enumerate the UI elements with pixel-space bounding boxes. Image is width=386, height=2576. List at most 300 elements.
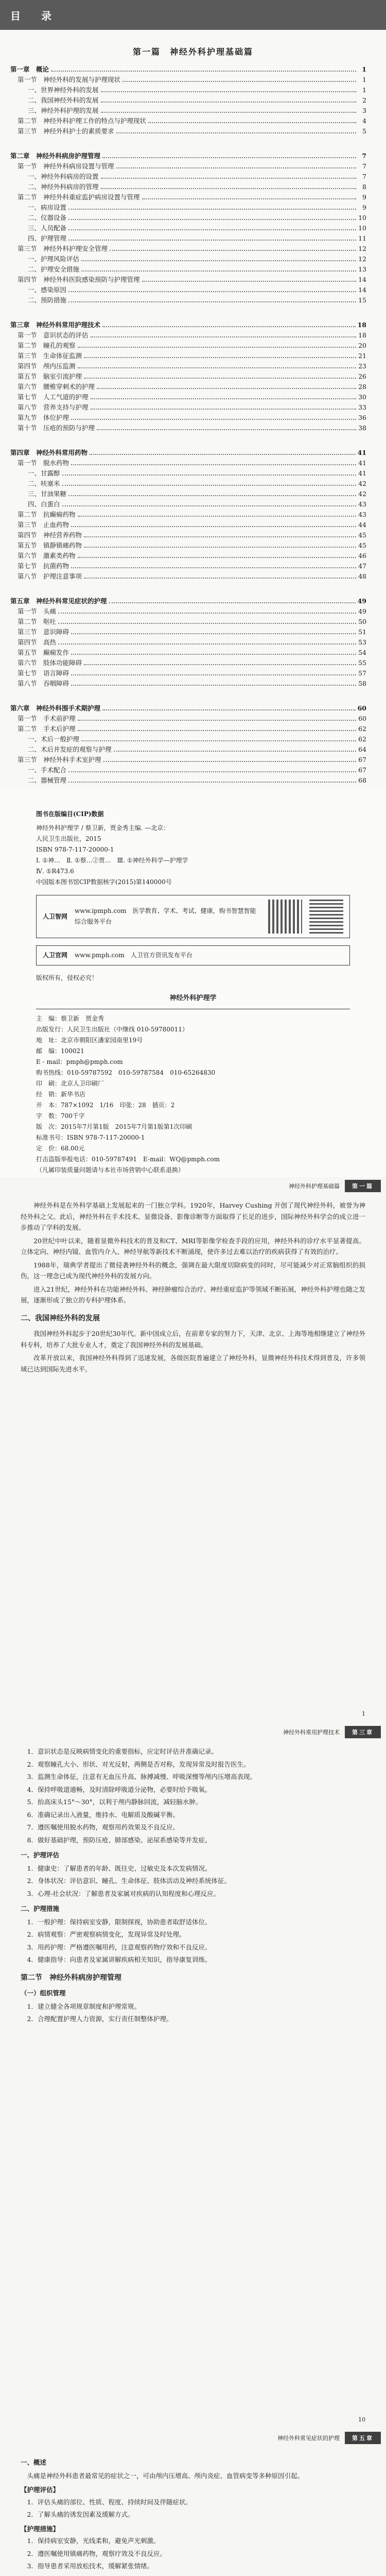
toc-entry-title: 一、世界神经外科的发展 xyxy=(28,86,99,94)
toc-entry-title: 第三节 生命体征监测 xyxy=(17,352,82,360)
list-item: 6．准确记录出入液量，维持水、电解质及酸碱平衡。 xyxy=(27,1810,179,1819)
toc-row xyxy=(10,116,366,126)
toc-leader xyxy=(142,198,356,199)
running-tag: 第三章 xyxy=(345,1726,381,1738)
contents-header xyxy=(0,0,386,30)
toc-entry-title: 二、术后并发症的观察与护理 xyxy=(28,745,112,753)
imprint-line: 定 价：68.00元 xyxy=(36,1145,85,1152)
toc-leader xyxy=(68,495,356,496)
toc-entry-title: 第九节 体位护理 xyxy=(17,414,69,421)
body-page-3 xyxy=(0,2429,386,2576)
toc-page-number: 10 xyxy=(358,224,366,232)
list-item: 2．合理配置护理人力资源，实行责任制整体护理。 xyxy=(27,2015,173,2023)
toc-page-number: 12 xyxy=(358,245,366,252)
paragraph: 2．遵医嘱使用镇痛药物，观察疗效及不良反应。 xyxy=(27,2549,166,2557)
toc-entry-title: 第一节 手术前护理 xyxy=(17,715,76,722)
toc-row xyxy=(10,85,366,95)
imprint-line: 开 本：787×1092 1/16 印张：28 插页：2 xyxy=(36,1101,175,1109)
toc-leader xyxy=(148,122,356,123)
paragraph: 1．保持病室安静，光线柔和，避免声光刺激。 xyxy=(27,2537,160,2545)
toc-leader xyxy=(68,229,356,230)
body-page-1 xyxy=(0,1177,386,1723)
toc-page-number: 41 xyxy=(357,449,366,456)
toc-entry-title: 二、仪器设备 xyxy=(28,214,67,222)
paragraph: 1988年，瑞典学者提出了微侵袭神经外科的概念，强调在最大限度切除病变的同时，尽可能减少对正常脑组织的损伤，这一理念已成为现代神经外科的发展方向。 xyxy=(21,1261,365,1280)
toc-row xyxy=(10,755,366,765)
toc-row xyxy=(10,596,366,606)
imprint-line: 邮 编：100021 xyxy=(36,1047,84,1055)
qr-code-icon xyxy=(268,900,302,934)
imprint-line: 经 销：新华书店 xyxy=(36,1091,86,1098)
list-item: 2．身体状况：评估意识、瞳孔、生命体征、肢体活动及神经系统体征。 xyxy=(27,1877,231,1885)
toc-page-number: 42 xyxy=(358,490,366,498)
toc-page-number: 14 xyxy=(358,276,366,283)
toc-page-number: 5 xyxy=(362,127,366,135)
toc-page-number: 7 xyxy=(362,162,366,170)
toc-row xyxy=(10,734,366,744)
toc-row xyxy=(10,151,366,161)
running-title: 神经外科常用护理技术 xyxy=(283,1729,340,1736)
toc-page-number: 54 xyxy=(358,649,366,656)
paragraph: 1．评估头痛的部位、性质、程度、持续时间及伴随症状。 xyxy=(27,2498,192,2506)
toc-row xyxy=(10,765,366,775)
toc-page-number: 30 xyxy=(358,393,366,401)
toc-page-number: 43 xyxy=(358,500,366,508)
body-page-2 xyxy=(0,1723,386,2429)
cip-heading: 图书在版编目(CIP)数据 xyxy=(36,810,104,818)
toc-row xyxy=(10,448,366,458)
toc-page-number: 47 xyxy=(358,562,366,570)
cip-line: Ⅳ. ①R473.6 xyxy=(36,868,74,875)
toc-leader xyxy=(78,516,356,517)
toc-row xyxy=(10,392,366,402)
toc-entry-title: 二、预防措施 xyxy=(28,296,67,304)
toc-page-number: 10 xyxy=(358,214,366,222)
toc-gap xyxy=(10,137,366,151)
toc-page-number: 58 xyxy=(358,680,366,687)
toc-row xyxy=(10,423,366,433)
toc-page-number: 1 xyxy=(362,86,366,94)
toc-page-number: 14 xyxy=(358,286,366,294)
promo-key-2: 人卫官网 xyxy=(43,952,68,959)
cip-line: ISBN 978-7-117-20000-1 xyxy=(36,846,114,853)
toc-page-number: 11 xyxy=(358,234,366,242)
toc-leader xyxy=(84,664,356,665)
contents-page xyxy=(0,0,386,788)
toc-row xyxy=(10,172,366,182)
toc-entry-title: 第七节 语言障碍 xyxy=(17,669,69,677)
toc-row xyxy=(10,714,366,724)
toc-entry-title: 二、护理安全措施 xyxy=(28,265,80,273)
toc-leader xyxy=(101,91,356,92)
list-item: 4．保持呼吸道通畅，及时清除呼吸道分泌物，必要时给予吸氧。 xyxy=(27,1785,212,1793)
toc-row xyxy=(10,402,366,413)
toc-page-number: 45 xyxy=(358,531,366,539)
toc-entry-title: 第六节 肢体功能障碍 xyxy=(17,659,82,667)
toc-page-number: 41 xyxy=(358,469,366,477)
toc-entry-title: 一、手术配合 xyxy=(28,766,67,774)
running-title: 神经外科护理基础篇 xyxy=(289,1183,340,1190)
section-heading: 【护理措施】 xyxy=(21,2524,60,2533)
promo-text-1: www.ipmph.com 医学教育、学术、考试、健康，购书智慧智能综合服务平台 xyxy=(75,907,256,925)
toc-row xyxy=(10,479,366,489)
toc-entry-title: 二、呋塞米 xyxy=(28,480,60,487)
cip-lines xyxy=(36,823,350,888)
promo-box-1 xyxy=(36,895,350,938)
toc-leader xyxy=(78,557,356,558)
toc-page-number: 18 xyxy=(358,331,366,339)
toc-page-number: 33 xyxy=(358,403,366,411)
toc-leader xyxy=(103,761,356,762)
toc-row xyxy=(10,351,366,361)
toc-row xyxy=(10,233,366,244)
toc-leader xyxy=(68,771,356,772)
toc-row xyxy=(10,382,366,392)
toc-leader xyxy=(84,578,356,579)
imprint xyxy=(36,1009,350,1176)
toc-entry-title: 第六章 神经外科围手术期护理 xyxy=(10,704,101,712)
toc-page-number: 8 xyxy=(362,183,366,191)
toc-entry-title: 二、我国神经外科的发展 xyxy=(28,96,99,104)
cip-line: 中国版本图书馆CIP数据核字(2015)第140000号 xyxy=(36,878,172,886)
toc-leader xyxy=(116,132,356,133)
promo-text-2: www.pmph.com 人卫官方资讯发布平台 xyxy=(75,952,192,959)
list-item: 1．一般护理：保持病室安静，限制探视，协助患者取舒适体位。 xyxy=(27,1918,212,1926)
section-heading: 第二节 神经外科病房护理管理 xyxy=(21,1973,121,1982)
toc-entry-title: 第六节 腰椎穿刺术的护理 xyxy=(17,383,95,391)
section-heading: 二、护理措施 xyxy=(21,1905,60,1912)
toc-row xyxy=(10,468,366,479)
list-item: 1．意识状态是反映病情变化的重要指标，应定时评估并准确记录。 xyxy=(27,1748,218,1755)
toc-entry-title: 第三章 神经外科常用护理技术 xyxy=(10,321,101,329)
toc-row xyxy=(10,285,366,295)
paragraph: 改革开放以来，我国神经外科得到了迅速发展，各级医院普遍建立了神经外科，显微神经外科技术得到普及，许多领域已达到国际先进水平。 xyxy=(21,1354,365,1373)
imprint-line: 出版发行：人民卫生出版社（中继线 010-59780011） xyxy=(36,1026,188,1033)
toc-leader xyxy=(110,250,356,251)
toc-gap xyxy=(10,306,366,320)
toc-leader xyxy=(62,505,356,506)
toc-row xyxy=(10,489,366,499)
toc-page-number: 38 xyxy=(358,424,366,432)
section-heading: 一、护理评估 xyxy=(21,1851,60,1859)
toc-row xyxy=(10,244,366,254)
toc-leader xyxy=(71,526,356,527)
toc-entry-title: 第六节 激素类药物 xyxy=(17,552,76,560)
toc-leader xyxy=(122,81,356,82)
toc-row xyxy=(10,320,366,330)
toc-page-number: 4 xyxy=(362,117,366,125)
list-item: 3．用药护理：严格遵医嘱用药，注意观察药物疗效和不良反应。 xyxy=(27,1943,212,1951)
toc-row xyxy=(10,413,366,423)
toc-entry-title: 第一章 概论 xyxy=(10,65,49,73)
toc-page-number: 49 xyxy=(358,607,366,615)
toc-leader xyxy=(68,301,356,302)
toc-gap xyxy=(10,689,366,703)
toc-row xyxy=(10,775,366,786)
toc-entry-title: 第七节 抗菌药物 xyxy=(17,562,69,570)
toc-row xyxy=(10,223,366,233)
toc-page-number: 23 xyxy=(358,362,366,370)
list-item: 2．病情观察：严密观察病情变化，发现异常及时处理。 xyxy=(27,1930,186,1938)
toc-page-number: 7 xyxy=(362,173,366,180)
toc-leader xyxy=(68,240,356,241)
toc-page-number: 36 xyxy=(358,414,366,421)
toc-leader xyxy=(91,409,356,410)
toc-leader xyxy=(68,219,356,220)
toc-leader xyxy=(114,751,356,752)
qr-code-icon xyxy=(309,900,343,934)
toc-entry-title: 一、护理风险评估 xyxy=(28,255,80,263)
toc-row xyxy=(10,202,366,213)
toc-leader xyxy=(91,398,356,399)
running-tag: 第五章 xyxy=(345,2432,381,2444)
part-title: 第一篇 神经外科护理基础篇 xyxy=(132,47,253,57)
toc-page-number: 53 xyxy=(358,638,366,646)
toc-entry-title: 一、感染原因 xyxy=(28,286,67,294)
toc-row xyxy=(10,499,366,510)
toc-page-number: 68 xyxy=(358,776,366,784)
toc-page-number: 1 xyxy=(362,65,366,73)
toc-page-number: 62 xyxy=(358,725,366,733)
toc-page-number: 60 xyxy=(358,715,366,722)
toc-row xyxy=(10,371,366,382)
toc-entry-title: 第八节 营养支持与护理 xyxy=(17,403,89,411)
page-body xyxy=(0,2447,386,2576)
toc-entry-title: 第三节 意识障碍 xyxy=(17,628,69,636)
imprint-line: 打击盗版举报电话：010-59787491 E-mail：WQ@pmph.com xyxy=(36,1156,220,1163)
toc-leader xyxy=(81,260,356,261)
running-head xyxy=(0,2429,386,2447)
toc-leader xyxy=(71,674,356,675)
toc-row xyxy=(10,637,366,648)
toc-page-number: 67 xyxy=(358,766,366,774)
toc-page-number: 62 xyxy=(358,735,366,743)
toc-row xyxy=(10,182,366,192)
section-heading: （一）组织管理 xyxy=(21,1989,66,1997)
toc-entry-title: 第五节 脑室引流护理 xyxy=(17,372,82,380)
toc-row xyxy=(10,213,366,223)
toc-entry-title: 第四节 神经外科医院感染预防与护理管理 xyxy=(17,276,140,283)
toc-entry-title: 四、护理管理 xyxy=(28,234,67,242)
toc-entry-title: 第二节 呕吐 xyxy=(17,618,57,625)
toc-leader xyxy=(84,547,356,548)
list-item: 1．健康史：了解患者的年龄、既往史、过敏史及本次发病情况。 xyxy=(27,1864,212,1872)
toc-entry-title: 第二节 瞳孔的观察 xyxy=(17,342,76,349)
section-heading: 【护理评估】 xyxy=(21,2486,60,2494)
toc-leader xyxy=(101,101,356,103)
toc-page-number: 18 xyxy=(357,321,366,329)
toc-page-number: 9 xyxy=(362,204,366,211)
list-item: 4．健康指导：向患者及家属讲解疾病相关知识，指导康复训练。 xyxy=(27,1956,212,1963)
toc-entry-title: 第三节 神经外科护士的素质要求 xyxy=(17,127,114,135)
toc-page-number: 60 xyxy=(357,704,366,712)
toc-entry-title: 第八节 护理注意事项 xyxy=(17,572,82,580)
toc-row xyxy=(10,724,366,734)
toc-row xyxy=(10,192,366,202)
toc-entry-title: 第四节 高热 xyxy=(17,638,57,646)
toc-row xyxy=(10,703,366,714)
cip-line: 人民卫生出版社，2015 xyxy=(36,835,101,842)
toc-page-number: 28 xyxy=(358,383,366,391)
paragraph: 2．了解头痛的诱发因素及缓解方式。 xyxy=(27,2511,134,2518)
cip-line: 神经外科护理学 / 蔡卫新，贾金秀主编. —北京： xyxy=(36,824,170,832)
toc-entry-title: 一、神经外科病房的设置 xyxy=(28,173,99,180)
toc-page-number: 7 xyxy=(362,152,366,160)
toc-entry-title: 第二章 神经外科病房护理管理 xyxy=(10,152,101,160)
toc-page-number: 12 xyxy=(358,255,366,263)
toc-page-number: 67 xyxy=(358,756,366,764)
contents-title: 目 录 xyxy=(10,9,57,22)
toc-leader xyxy=(78,367,356,368)
toc-page-number: 49 xyxy=(357,597,366,605)
cip-page xyxy=(0,788,386,1177)
toc-leader xyxy=(78,720,356,721)
list-item: 1．建立健全各项规章制度和护理常规。 xyxy=(27,2002,141,2010)
page-number: 1 xyxy=(362,1710,365,1717)
toc-entry-title: 一、术后一般护理 xyxy=(28,735,80,743)
list-item: 8．做好基础护理，预防压疮、肺部感染、泌尿系感染等并发症。 xyxy=(27,1836,212,1844)
paragraph: 头痛是神经外科患者最常见的症状之一，可由颅内压增高、颅内炎症、血管病变等多种原因引起。 xyxy=(27,2471,304,2480)
toc-page-number: 21 xyxy=(358,352,366,360)
list-item: 2．观察瞳孔大小、形状、对光反射，两侧是否对称，发现异常及时报告医生。 xyxy=(27,1760,250,1768)
toc-page-number: 50 xyxy=(358,618,366,625)
toc-row xyxy=(10,561,366,571)
list-item: 7．遵医嘱使用脱水药物，观察用药效果及不良反应。 xyxy=(27,1823,179,1831)
toc-row xyxy=(10,679,366,689)
toc-leader xyxy=(68,291,356,292)
toc-entry-title: 第一节 神经外科的发展与护理现状 xyxy=(17,76,121,83)
toc-leader xyxy=(97,429,356,430)
toc-row xyxy=(10,617,366,627)
toc-leader xyxy=(101,188,356,189)
imprint-line: 主 编：蔡卫新 贾金秀 xyxy=(36,1015,104,1022)
list-item: 3．心理-社会状况：了解患者及家属对疾病的认知程度和心理反应。 xyxy=(27,1889,220,1897)
copyright-note: 版权所有，侵权必究！ xyxy=(36,974,98,981)
toc-page-number: 15 xyxy=(358,296,366,304)
toc-leader xyxy=(84,378,356,379)
toc-row xyxy=(10,361,366,371)
toc-page-number: 46 xyxy=(358,552,366,560)
paragraph: 神经外科是在外科学基础上发展起来的一门独立学科。1920年，Harvey Cushing 开创了现代神经外科，被誉为神经外科之父。此后，神经外科在手术技术、显微设备、影像诊断等方面取得了长足的进步，国际神经外科学会的成立进一步推动了学科的发展。 xyxy=(21,1201,365,1231)
toc-leader xyxy=(68,209,356,210)
toc-row xyxy=(10,540,366,551)
paragraph: 3．指导患者采用放松技术，缓解紧张情绪。 xyxy=(27,2562,153,2570)
toc-entry-title: 第一节 神经外科病房设置与管理 xyxy=(17,162,114,170)
toc-leader xyxy=(81,270,356,272)
toc-entry-title: 二、器械管理 xyxy=(28,776,67,784)
toc-row xyxy=(10,275,366,285)
toc-entry-title: 三、人员配备 xyxy=(28,224,67,232)
imprint-line: 印 刷：北京人卫印刷厂 xyxy=(36,1080,104,1087)
toc-entry-title: 第三节 止血药物 xyxy=(17,521,69,529)
toc-row xyxy=(10,64,366,75)
toc-entry-title: 第八节 吞咽障碍 xyxy=(17,680,69,687)
book-title: 神经外科护理学 xyxy=(169,994,217,1002)
imprint-line: 字 数：700千字 xyxy=(36,1112,85,1120)
toc-page-number: 43 xyxy=(358,511,366,518)
toc-row xyxy=(10,75,366,85)
toc-page-number: 13 xyxy=(358,265,366,273)
toc-leader xyxy=(71,567,356,568)
toc-page-number: 9 xyxy=(362,193,366,201)
toc-page-number: 48 xyxy=(358,572,366,580)
toc-page-number: 51 xyxy=(358,628,366,636)
toc-entry-title: 第二节 手术后护理 xyxy=(17,725,76,733)
toc-page-number: 57 xyxy=(358,669,366,677)
toc-page-number: 42 xyxy=(358,480,366,487)
toc-entry-title: 第一节 脱水药物 xyxy=(17,459,69,467)
toc-row xyxy=(10,520,366,530)
list-item: 5．抬高床头15°～30°，以利于颅内静脉回流，减轻脑水肿。 xyxy=(27,1798,202,1806)
section-heading: 一、概述 xyxy=(21,2459,47,2466)
toc-entry-title: 第三节 神经外科手术室护理 xyxy=(17,756,101,764)
toc-leader xyxy=(90,454,356,455)
toc-leader xyxy=(116,167,356,168)
toc-entry-title: 第四节 神经营养药物 xyxy=(17,531,82,539)
toc-leader xyxy=(71,633,356,634)
toc-page-number: 41 xyxy=(358,459,366,467)
toc-leader xyxy=(109,602,356,603)
toc-row xyxy=(10,95,366,106)
toc-list xyxy=(0,64,386,788)
toc-leader xyxy=(58,623,356,624)
toc-leader xyxy=(102,326,356,327)
toc-row xyxy=(10,658,366,668)
toc-leader xyxy=(102,157,356,158)
toc-row xyxy=(10,627,366,637)
toc-page-number: 44 xyxy=(358,521,366,529)
toc-leader xyxy=(101,178,356,179)
toc-entry-title: 第四章 神经外科常用药物 xyxy=(10,449,88,456)
toc-row xyxy=(10,668,366,679)
toc-leader xyxy=(78,347,356,348)
toc-leader xyxy=(78,730,356,731)
toc-page-number: 45 xyxy=(358,541,366,549)
running-tag: 第一篇 xyxy=(345,1180,381,1192)
toc-entry-title: 第一节 意识状态的评估 xyxy=(17,331,89,339)
toc-entry-title: 第二节 抗癫痫药物 xyxy=(17,511,76,518)
toc-leader xyxy=(71,685,356,686)
toc-row xyxy=(10,606,366,617)
toc-entry-title: 第十节 压疮的预防与护理 xyxy=(17,424,95,432)
toc-row xyxy=(10,330,366,341)
toc-entry-title: 第五节 癫痫发作 xyxy=(17,649,69,656)
toc-leader xyxy=(51,71,356,72)
toc-leader xyxy=(58,643,356,645)
toc-leader xyxy=(62,474,356,476)
toc-page-number: 64 xyxy=(358,745,366,753)
toc-gap xyxy=(10,433,366,448)
promo-key-1: 人卫智网 xyxy=(43,912,68,920)
toc-gap xyxy=(10,582,366,596)
toc-leader xyxy=(58,613,356,614)
toc-leader xyxy=(71,419,356,420)
cip-line: Ⅰ. ①神… Ⅱ. ①蔡…②贾… Ⅲ. ①神经外科学—护理学 xyxy=(36,857,188,864)
toc-row xyxy=(10,126,366,137)
toc-row xyxy=(10,648,366,658)
toc-page-number: 3 xyxy=(362,107,366,114)
toc-row xyxy=(10,295,366,306)
imprint-line: 标准书号：ISBN 978-7-117-20000-1 xyxy=(36,1134,145,1141)
toc-entry-title: 一、病房设置 xyxy=(28,204,67,211)
toc-leader xyxy=(101,112,356,113)
imprint-line: E - mail：pmph@pmph.com xyxy=(36,1058,123,1065)
imprint-line: 地 址：北京市朝阳区潘家园南里19号 xyxy=(36,1037,143,1044)
toc-entry-title: 第三节 神经外科护理安全管理 xyxy=(17,245,108,252)
toc-entry-title: 三、甘油果糖 xyxy=(28,490,67,498)
toc-leader xyxy=(142,281,356,282)
toc-entry-title: 第四节 颅内压监测 xyxy=(17,362,76,370)
